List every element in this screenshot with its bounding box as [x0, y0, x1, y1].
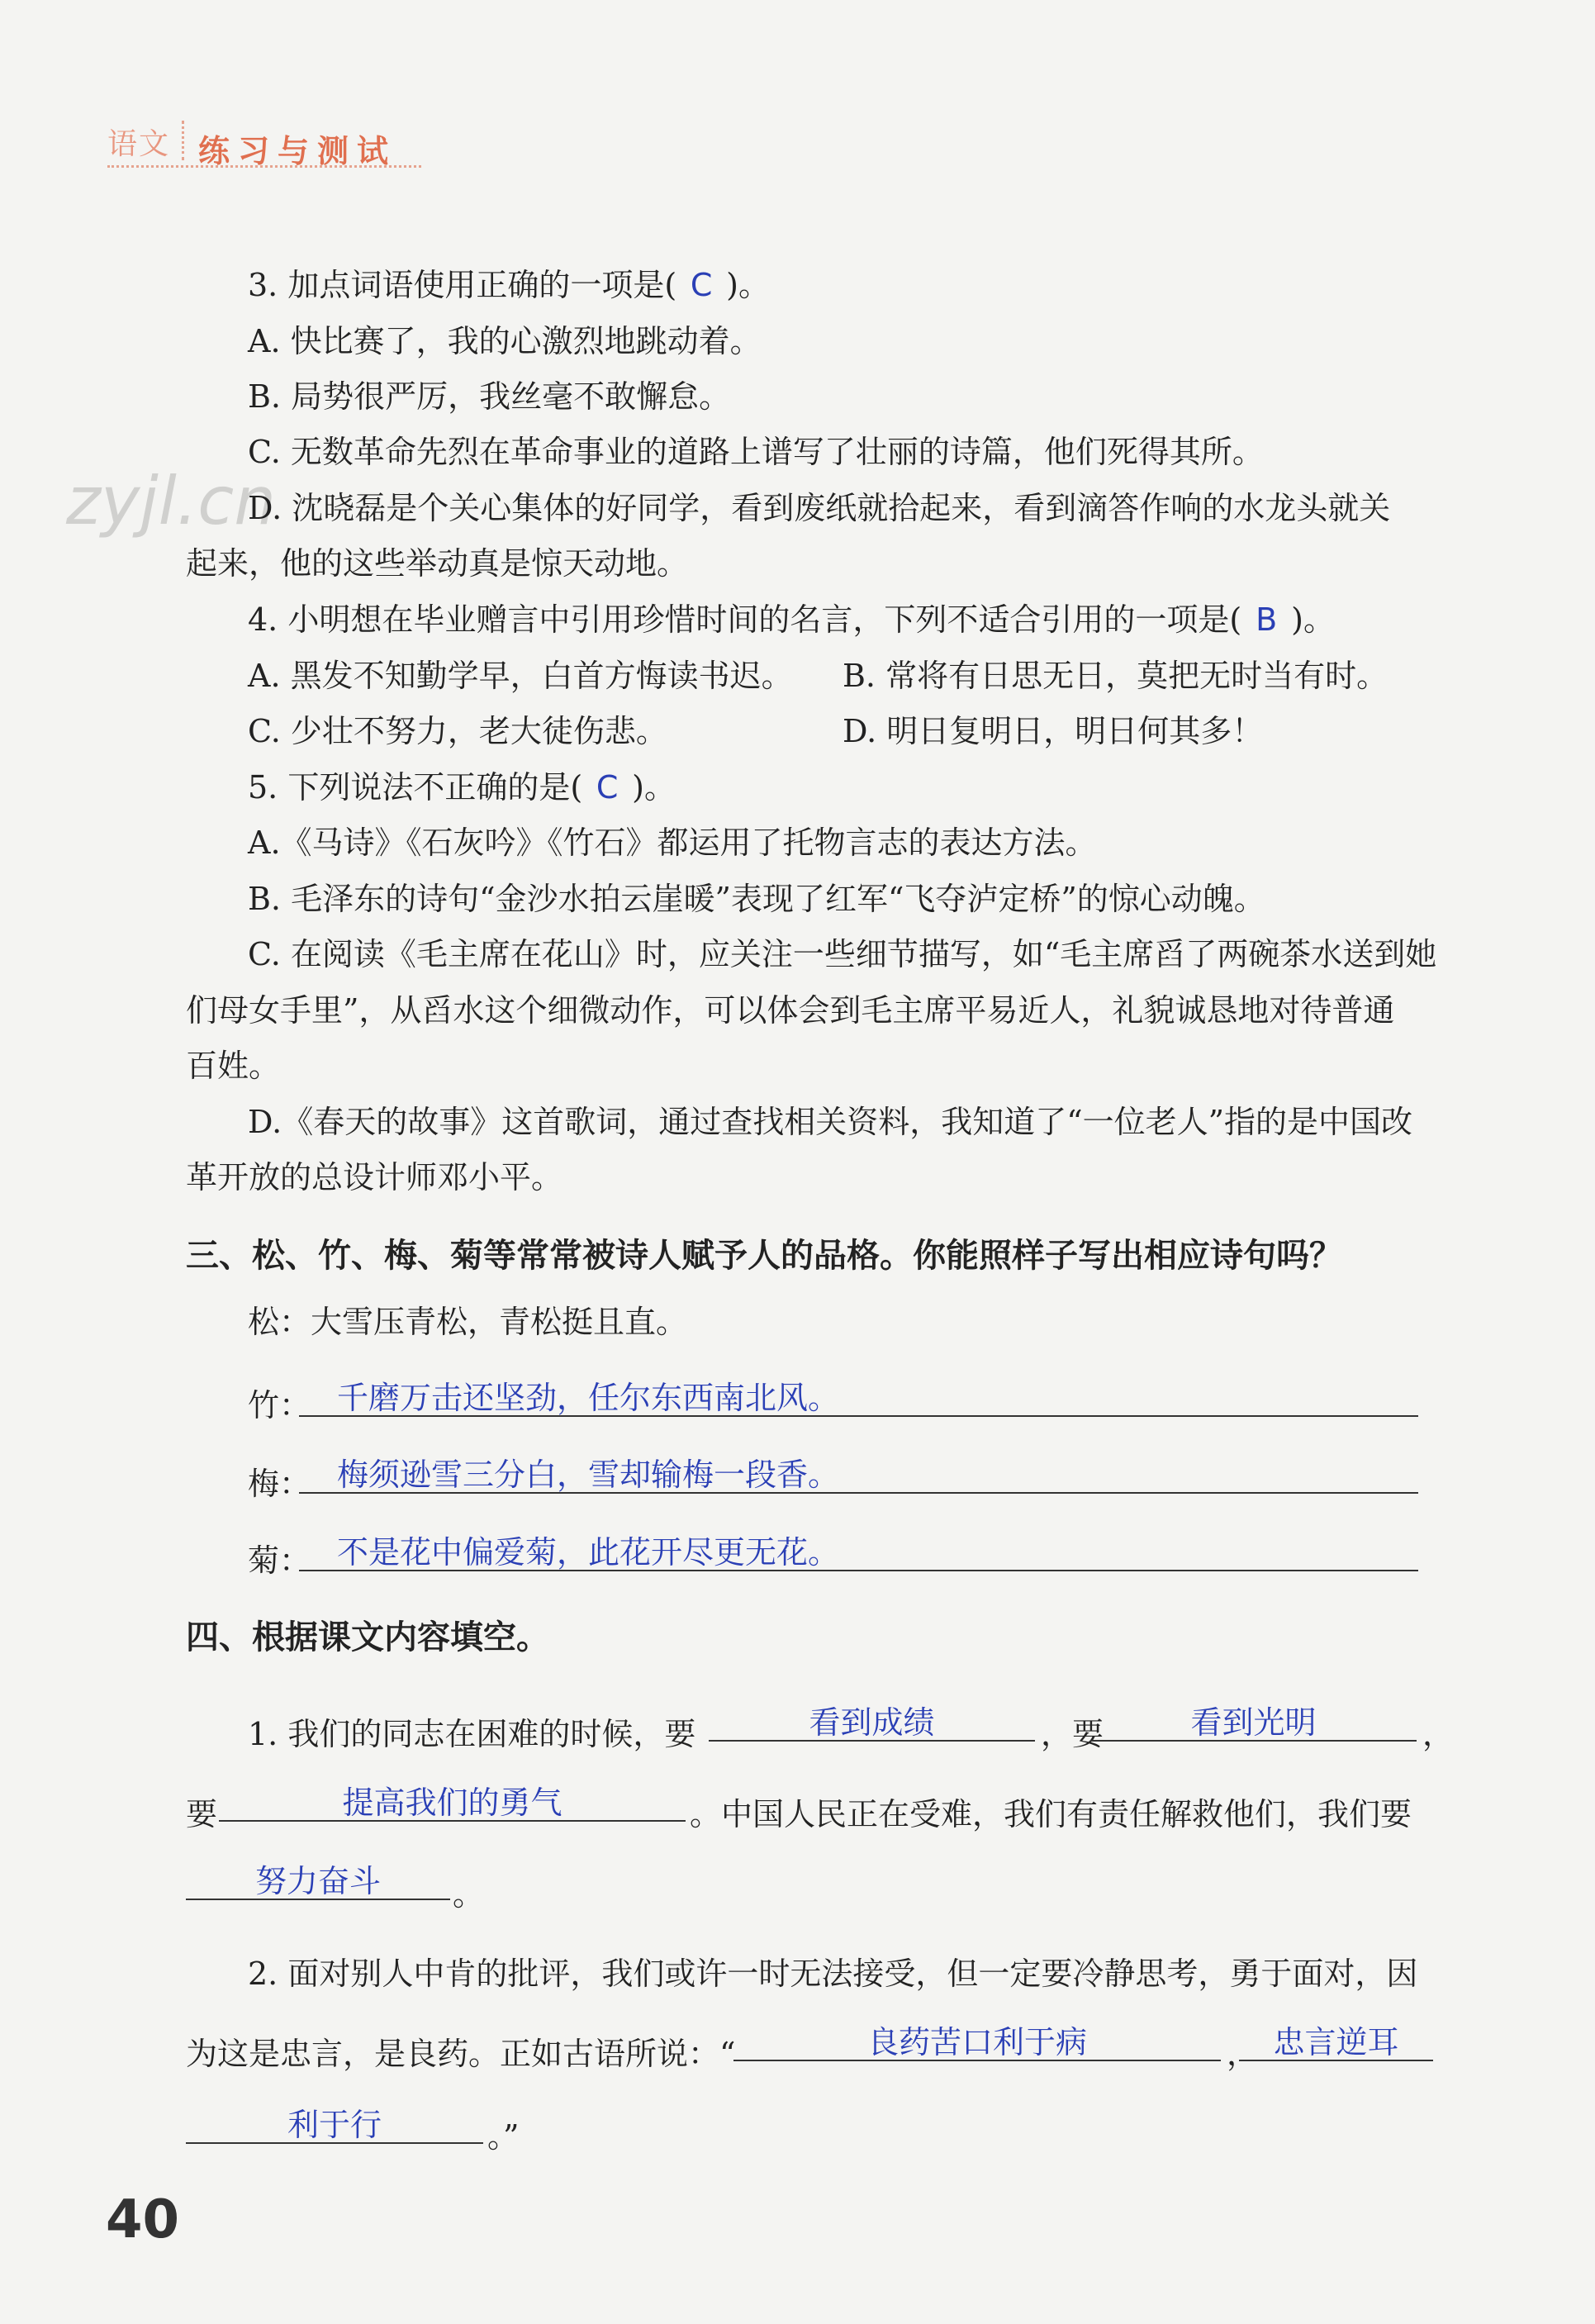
fill1-text-e: 。中国人民正在受难，我们有责任解救他们，我们要 — [690, 1796, 1412, 1832]
fill1-blank-3[interactable]: 提高我们的勇气 — [219, 1780, 686, 1822]
chrysanthemum-answer: 不是花中偏爱菊，此花开尽更无花。 — [337, 1534, 840, 1571]
section-3-example: 松：大雪压青松，青松挺且直。 — [248, 1304, 688, 1340]
fill1-text-c: ， — [1422, 1716, 1455, 1752]
plum-label: 梅： — [248, 1466, 311, 1502]
q5-option-d-line1: D.《春天的故事》这首歌词，通过查找相关资料，我知道了“一位老人”指的是中国改 — [248, 1104, 1413, 1140]
subject-tag: 语文 — [107, 121, 184, 160]
page-number: 40 — [106, 2189, 180, 2250]
fill2-blank-1[interactable]: 良药苦口利于病 — [733, 2020, 1221, 2061]
fill1-text-b: ，要 — [1041, 1716, 1104, 1752]
fill2-text-c: ， — [1227, 2036, 1259, 2072]
q4-option-c: C. 少壮不努力，老大徒伤悲。 — [248, 713, 667, 749]
chrysanthemum-label: 菊： — [248, 1542, 311, 1579]
q5-option-d-line2: 革开放的总设计师邓小平。 — [186, 1159, 563, 1195]
fill1-blank-2[interactable]: 看到光明 — [1090, 1700, 1417, 1742]
q5-option-c-line1: C. 在阅读《毛主席在花山》时，应关注一些细节描写，如“毛主席舀了两碗茶水送到她 — [248, 936, 1437, 972]
q5-stem: 5. 下列说法不正确的是( C )。 — [248, 767, 676, 808]
q5-option-a: A.《马诗》《石灰吟》《竹石》都运用了托物言志的表达方法。 — [248, 825, 1097, 861]
q3-answer: C — [690, 267, 713, 303]
q3-option-c: C. 无数革命先烈在革命事业的道路上谱写了壮丽的诗篇，他们死得其所。 — [248, 434, 1264, 470]
plum-answer: 梅须逊雪三分白，雪却输梅一段香。 — [337, 1457, 840, 1493]
fill2-text-d: 。” — [487, 2118, 520, 2155]
bamboo-answer-blank[interactable] — [299, 1376, 1418, 1417]
fill2-text-b: 为这是忠言，是良药。正如古语所说：“ — [186, 2036, 736, 2072]
q4-stem: 4. 小明想在毕业赠言中引用珍惜时间的名言，下列不适合引用的一项是( B )。 — [248, 599, 1335, 640]
q4-option-d: D. 明日复明日，明日何其多！ — [843, 713, 1264, 749]
q5-option-c-line2: 们母女手里”，从舀水这个细微动作，可以体会到毛主席平易近人，礼貌诚恳地对待普通 — [186, 992, 1395, 1029]
q4-option-b: B. 常将有日思无日，莫把无时当有时。 — [843, 658, 1389, 694]
q3-option-b: B. 局势很严厉，我丝毫不敢懈怠。 — [248, 378, 731, 415]
q4-answer: B — [1256, 601, 1278, 638]
q3-stem: 3. 加点词语使用正确的一项是( C )。 — [248, 264, 770, 306]
fill1-blank-1[interactable]: 看到成绩 — [709, 1700, 1035, 1742]
q3-option-d-line1: D. 沈晓磊是个关心集体的好同学，看到废纸就拾起来，看到滴答作响的水龙头就关 — [248, 490, 1391, 526]
q5-option-c-line3: 百姓。 — [186, 1048, 281, 1084]
watermark: zyjl.cn — [66, 463, 276, 539]
bamboo-label: 竹： — [248, 1387, 311, 1423]
section-3-title: 三、松、竹、梅、菊等常常被诗人赋予人的品格。你能照样子写出相应诗句吗？ — [186, 1237, 1342, 1275]
q5-option-b: B. 毛泽东的诗句“金沙水拍云崖暖”表现了红军“飞夺泸定桥”的惊心动魄。 — [248, 881, 1265, 917]
fill2-blank-3[interactable]: 利于行 — [186, 2103, 483, 2144]
fill2-text-a: 2. 面对别人中肯的批评，我们或许一时无法接受，但一定要冷静思考，勇于面对，因 — [248, 1956, 1418, 1992]
fill1-text-a: 1. 我们的同志在困难的时候，要 — [248, 1716, 696, 1752]
book-title: 练习与测试 — [198, 133, 397, 169]
q3-option-a: A. 快比赛了，我的心激烈地跳动着。 — [248, 323, 762, 359]
fill1-text-d: 要 — [186, 1796, 218, 1832]
fill2-blank-2[interactable]: 忠言逆耳 — [1239, 2020, 1433, 2061]
q3-option-d-line2: 起来，他的这些举动真是惊天动地。 — [186, 545, 689, 582]
fill1-blank-4[interactable]: 努力奋斗 — [186, 1859, 450, 1900]
bamboo-answer: 千磨万击还坚劲，任尔东西南北风。 — [337, 1380, 840, 1416]
plum-answer-blank[interactable] — [299, 1452, 1418, 1494]
q5-answer: C — [596, 769, 619, 806]
fill1-text-f: 。 — [453, 1876, 485, 1913]
page-header — [107, 116, 421, 168]
chrysanthemum-answer-blank[interactable] — [299, 1530, 1418, 1571]
section-4-title: 四、根据课文内容填空。 — [186, 1618, 549, 1656]
q4-option-a: A. 黑发不知勤学早，白首方悔读书迟。 — [248, 658, 793, 694]
